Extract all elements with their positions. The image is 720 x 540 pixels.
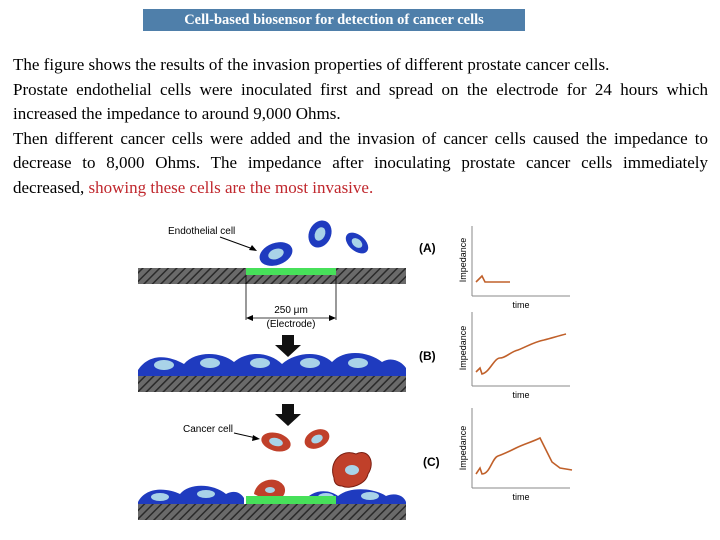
step-arrow-b-c [275, 404, 301, 426]
description-text [13, 53, 708, 200]
y-axis-label: Impedance [458, 425, 468, 471]
slide-title: Cell-based biosensor for detection of cancer cells [143, 9, 525, 31]
endothelial-cell [304, 217, 336, 252]
electrode-label: (Electrode) [266, 319, 316, 330]
nucleus [151, 493, 169, 501]
y-axis-label: Impedance [458, 325, 468, 371]
dimension-arrow-left [246, 315, 253, 321]
endothelial-cell [256, 238, 295, 270]
cancer-cell [333, 453, 372, 488]
impedance-curve [476, 334, 566, 374]
description-line-3: Then different cancer cells were added and the invasion of cancer cells caused the impedance to decrease to 8,000 Ohms. The impedance after inoculating prostate cancer cells immediately decreased, [13, 128, 708, 197]
step-arrow-a-b [275, 335, 301, 357]
panel-c-label: (C) [423, 455, 440, 469]
cancer-cell-label: Cancer cell [183, 424, 234, 435]
nucleus [250, 358, 270, 368]
panel-a-schematic [138, 217, 436, 330]
x-axis-label: time [512, 492, 530, 502]
exposed-electrode [246, 496, 336, 504]
electrode-size-label: 250 μm [274, 305, 308, 316]
y-axis-label: Impedance [458, 237, 468, 283]
impedance-curve [476, 276, 510, 282]
dimension-arrow-right [329, 315, 336, 321]
cancer-pointer-arrowhead [252, 435, 260, 441]
panel-c-schematic [138, 424, 440, 520]
nucleus [154, 360, 174, 370]
biosensor-figure [130, 212, 590, 524]
impedance-graph-a [458, 226, 570, 310]
nucleus [197, 490, 215, 498]
nucleus [200, 358, 220, 368]
cancer-cell [301, 425, 332, 452]
x-axis-label: time [512, 300, 530, 310]
impedance-graph-c [458, 408, 572, 502]
nucleus [361, 492, 379, 500]
electrode [246, 268, 336, 275]
substrate [138, 504, 406, 520]
nucleus [348, 358, 368, 368]
endothelial-cell [342, 229, 372, 258]
nucleus [300, 358, 320, 368]
description-line-1: The figure shows the results of the invasion properties of different prostate cancer cells. [13, 55, 610, 74]
endothelial-pointer-line [220, 237, 253, 249]
description-line-2: Prostate endothelial cells were inoculated first and spread on the electrode for 24 hours which increased the impedance to around 9,000 Ohms. [13, 79, 708, 123]
panel-b-label: (B) [419, 349, 436, 363]
x-axis-label: time [512, 390, 530, 400]
impedance-curve [476, 438, 572, 474]
impedance-graph-b [458, 312, 570, 400]
cancer-cell [259, 429, 293, 454]
endothelial-cell-label: Endothelial cell [168, 226, 236, 237]
panel-a-label: (A) [419, 241, 436, 255]
highlighted-conclusion: showing these cells are the most invasive. [88, 177, 374, 197]
substrate [138, 376, 406, 392]
